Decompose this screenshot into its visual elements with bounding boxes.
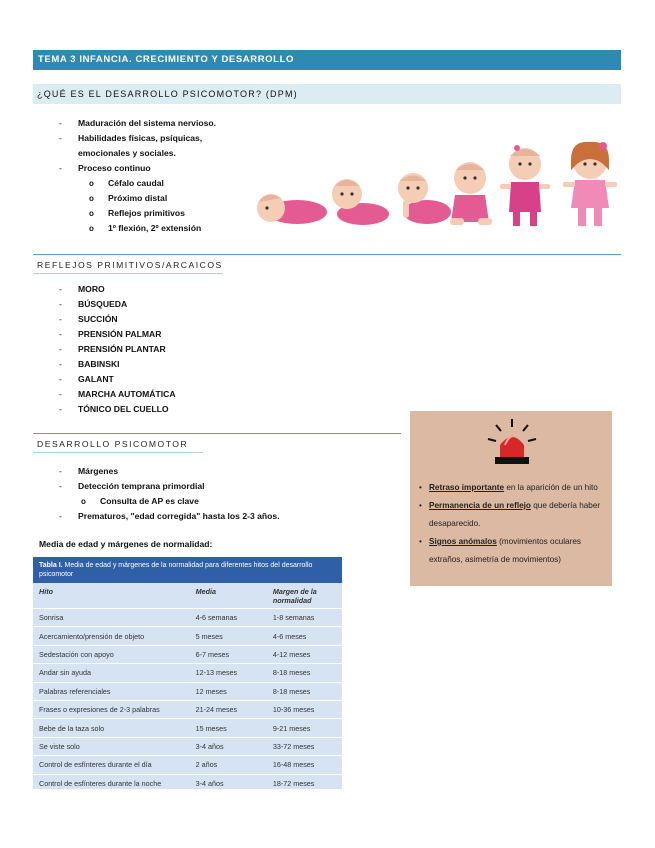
list-item: - BÚSQUEDA	[59, 297, 279, 312]
toddler-standing-icon	[563, 142, 617, 226]
document-title: TEMA 3 INFANCIA. CRECIMIENTO Y DESARROLLO	[33, 50, 621, 70]
baby-crawling-up-icon	[398, 173, 451, 224]
table-header-row	[33, 583, 342, 609]
list-item: - PRENSIÓN PALMAR	[59, 327, 279, 342]
table-body	[33, 609, 342, 792]
dpm-list	[59, 116, 259, 176]
table-cell: 5 meses	[190, 627, 267, 645]
warning-signs-list	[416, 479, 608, 569]
list-item: - Márgenes	[59, 464, 389, 479]
table-cell: Sedestación con apoyo	[33, 645, 190, 663]
list-item: - MORO	[59, 282, 279, 297]
list-item: - Habilidades físicas, psíquicas,	[59, 131, 259, 146]
table-cell: 3-4 años	[190, 737, 267, 755]
table-cell: 33-72 meses	[267, 737, 342, 755]
siren-icon	[486, 417, 538, 469]
list-item: - TÓNICO DEL CUELLO	[59, 402, 279, 417]
section-divider	[33, 254, 621, 255]
table-cell: Palabras referenciales	[33, 682, 190, 700]
table-cell: 12 meses	[190, 682, 267, 700]
milestones-table	[33, 583, 342, 792]
list-item: emocionales y sociales.	[78, 148, 176, 158]
list-item: - Maduración del sistema nervioso.	[59, 116, 259, 131]
baby-crawling-icon	[332, 179, 389, 225]
table-row	[33, 719, 342, 737]
table-row	[33, 756, 342, 774]
table-row	[33, 737, 342, 755]
list-item: • Retraso importante en la aparición de un hito	[416, 479, 608, 497]
desarrollo-list	[59, 464, 389, 494]
table-cell: 9-21 meses	[267, 719, 342, 737]
table-row	[33, 700, 342, 718]
list-item: • Signos anómalos (movimientos oculares extraños, asimetría de movimientos)	[416, 533, 608, 569]
list-item: o Próximo distal	[89, 191, 259, 206]
list-item: o Consulta de AP es clave	[81, 494, 389, 509]
table-cell: 4-12 meses	[267, 645, 342, 663]
table-row	[33, 774, 342, 792]
section-underline	[33, 452, 203, 453]
section-divider	[33, 433, 401, 434]
reflejos-list-block	[59, 282, 279, 417]
table-cell: Bebe de la taza solo	[33, 719, 190, 737]
list-item: o Reflejos primitivos	[89, 206, 259, 221]
table-cell: 10-36 meses	[267, 700, 342, 718]
section-heading-reflejos: REFLEJOS PRIMITIVOS/ARCAICOS	[37, 260, 223, 270]
table-cell: 6-7 meses	[190, 645, 267, 663]
list-item: - GALANT	[59, 372, 279, 387]
list-item: - Prematuros, "edad corregida" hasta los 2-3 años.	[59, 509, 389, 524]
milestones-table-figure	[33, 557, 342, 789]
column-header: Hito	[39, 587, 53, 596]
section-underline	[33, 273, 223, 274]
column-header: Margen de la normalidad	[272, 587, 317, 605]
table-cell: 8-18 meses	[267, 682, 342, 700]
table-row	[33, 609, 342, 627]
table-cell: Andar sin ayuda	[33, 664, 190, 682]
baby-development-illustration	[255, 140, 625, 235]
table-cell: 21-24 meses	[190, 700, 267, 718]
section-heading-desarrollo: DESARROLLO PSICOMOTOR	[37, 439, 189, 449]
list-item: - MARCHA AUTOMÁTICA	[59, 387, 279, 402]
list-item: • Permanencia de un reflejo que debería haber desaparecido.	[416, 497, 608, 533]
list-item: o Céfalo caudal	[89, 176, 259, 191]
table-cell: Frases o expresiones de 2-3 palabras	[33, 700, 190, 718]
table-cell: 16-48 meses	[267, 756, 342, 774]
list-item: - Detección temprana primordial	[59, 479, 389, 494]
list-item: o 1º flexión, 2º extensión	[89, 221, 259, 236]
desarrollo-sublist	[81, 494, 389, 509]
table-cell: 12-13 meses	[190, 664, 267, 682]
section-heading-dpm: ¿QUÉ ES EL DESARROLLO PSICOMOTOR? (DPM)	[33, 84, 621, 104]
dpm-sublist	[89, 176, 259, 236]
list-item: - Proceso continuo	[59, 161, 259, 176]
table-row	[33, 682, 342, 700]
table-cell: 3-4 años	[190, 774, 267, 792]
table-cell: Sonrisa	[33, 609, 190, 627]
column-header: Media	[195, 587, 216, 596]
table-row	[33, 627, 342, 645]
table-cell: 8-18 meses	[267, 664, 342, 682]
table-cell: Control de esfínteres durante la noche	[33, 774, 190, 792]
table-cell: 1-8 semanas	[267, 609, 342, 627]
table-cell: 4-6 meses	[267, 627, 342, 645]
baby-lying-icon	[257, 194, 327, 224]
table-title: Tabla I. Media de edad y márgenes de la normalidad para diferentes hitos del desarrollo psicomotor	[33, 557, 342, 583]
list-item: - PRENSIÓN PLANTAR	[59, 342, 279, 357]
table-cell: 2 años	[190, 756, 267, 774]
table-cell: Acercamiento/prensión de objeto	[33, 627, 190, 645]
warning-signs-box	[410, 411, 612, 586]
dpm-list-block	[59, 116, 259, 236]
table-caption: Media de edad y márgenes de normalidad:	[39, 539, 213, 549]
table-row	[33, 645, 342, 663]
reflejos-list	[59, 282, 279, 417]
table-cell: 18-72 meses	[267, 774, 342, 792]
table-cell: 4-6 semanas	[190, 609, 267, 627]
table-cell: Control de esfínteres durante el día	[33, 756, 190, 774]
table-cell: Se viste solo	[33, 737, 190, 755]
list-item: - SUCCIÓN	[59, 312, 279, 327]
list-item: - BABINSKI	[59, 357, 279, 372]
baby-sitting-icon	[450, 162, 492, 225]
desarrollo-list-2	[59, 509, 389, 524]
table-cell: 15 meses	[190, 719, 267, 737]
baby-standing-icon	[500, 145, 550, 226]
desarrollo-list-block	[59, 464, 389, 524]
table-row	[33, 664, 342, 682]
